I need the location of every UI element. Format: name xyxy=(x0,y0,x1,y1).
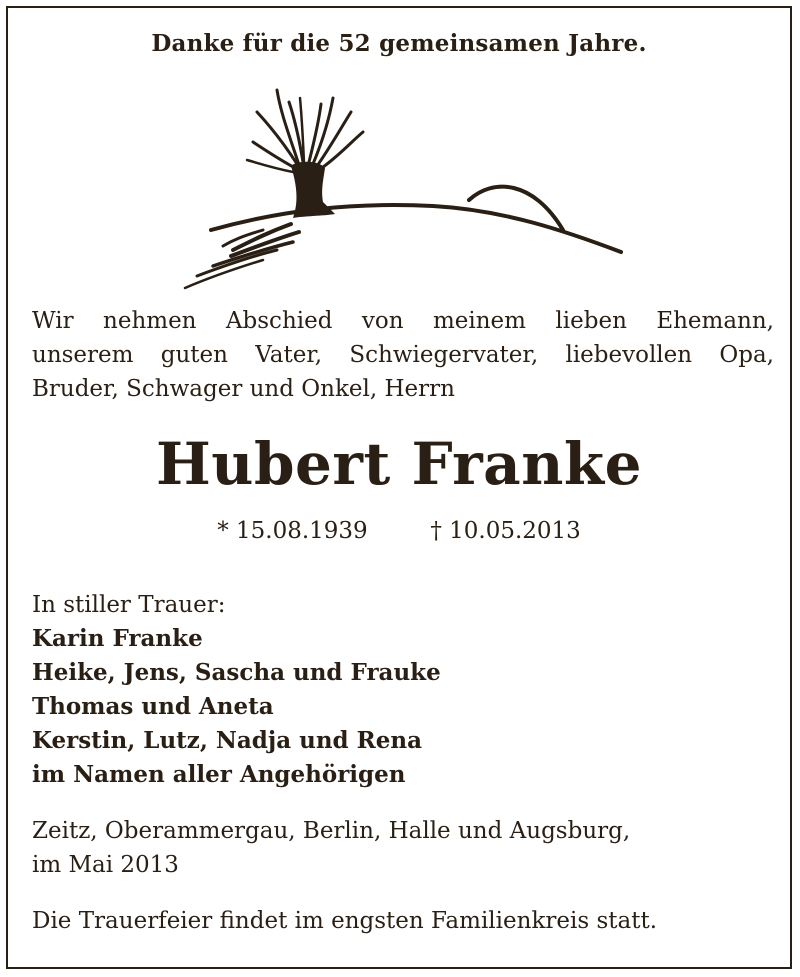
mourner-line: Kerstin, Lutz, Nadja und Rena xyxy=(32,727,423,754)
death-date: † 10.05.2013 xyxy=(430,518,581,544)
mourner-line: im Namen aller Angehörigen xyxy=(32,761,406,788)
life-dates xyxy=(8,518,790,544)
intro-line-1: Wir nehmen Abschied von meinem lieben Ehemann, xyxy=(32,308,774,334)
mourner-line: Heike, Jens, Sascha und Frauke xyxy=(32,659,441,686)
obituary-notice xyxy=(6,6,792,969)
willow-tree-hill-icon xyxy=(173,80,633,300)
place-line-1: Zeitz, Oberammergau, Berlin, Halle und Augsburg, xyxy=(32,818,631,844)
mourners-lead: In stiller Trauer: xyxy=(32,592,226,618)
intro-line-3: Bruder, Schwager und Onkel, Herrn xyxy=(32,376,455,402)
funeral-note: Die Trauerfeier findet im engsten Familienkreis statt. xyxy=(32,908,658,934)
intro-line-2: unserem guten Vater, Schwiegervater, liebevollen Opa, xyxy=(32,342,774,368)
place-and-date xyxy=(32,814,774,882)
mourners-list xyxy=(32,588,774,792)
mourner-line: Karin Franke xyxy=(32,625,203,652)
deceased-name: Hubert Franke xyxy=(155,430,643,498)
headline: Danke für die 52 gemeinsamen Jahre. xyxy=(151,30,647,57)
mourner-line: Thomas und Aneta xyxy=(32,693,274,720)
place-line-2: im Mai 2013 xyxy=(32,852,179,878)
intro-text xyxy=(32,304,774,406)
birth-date: * 15.08.1939 xyxy=(217,518,368,544)
